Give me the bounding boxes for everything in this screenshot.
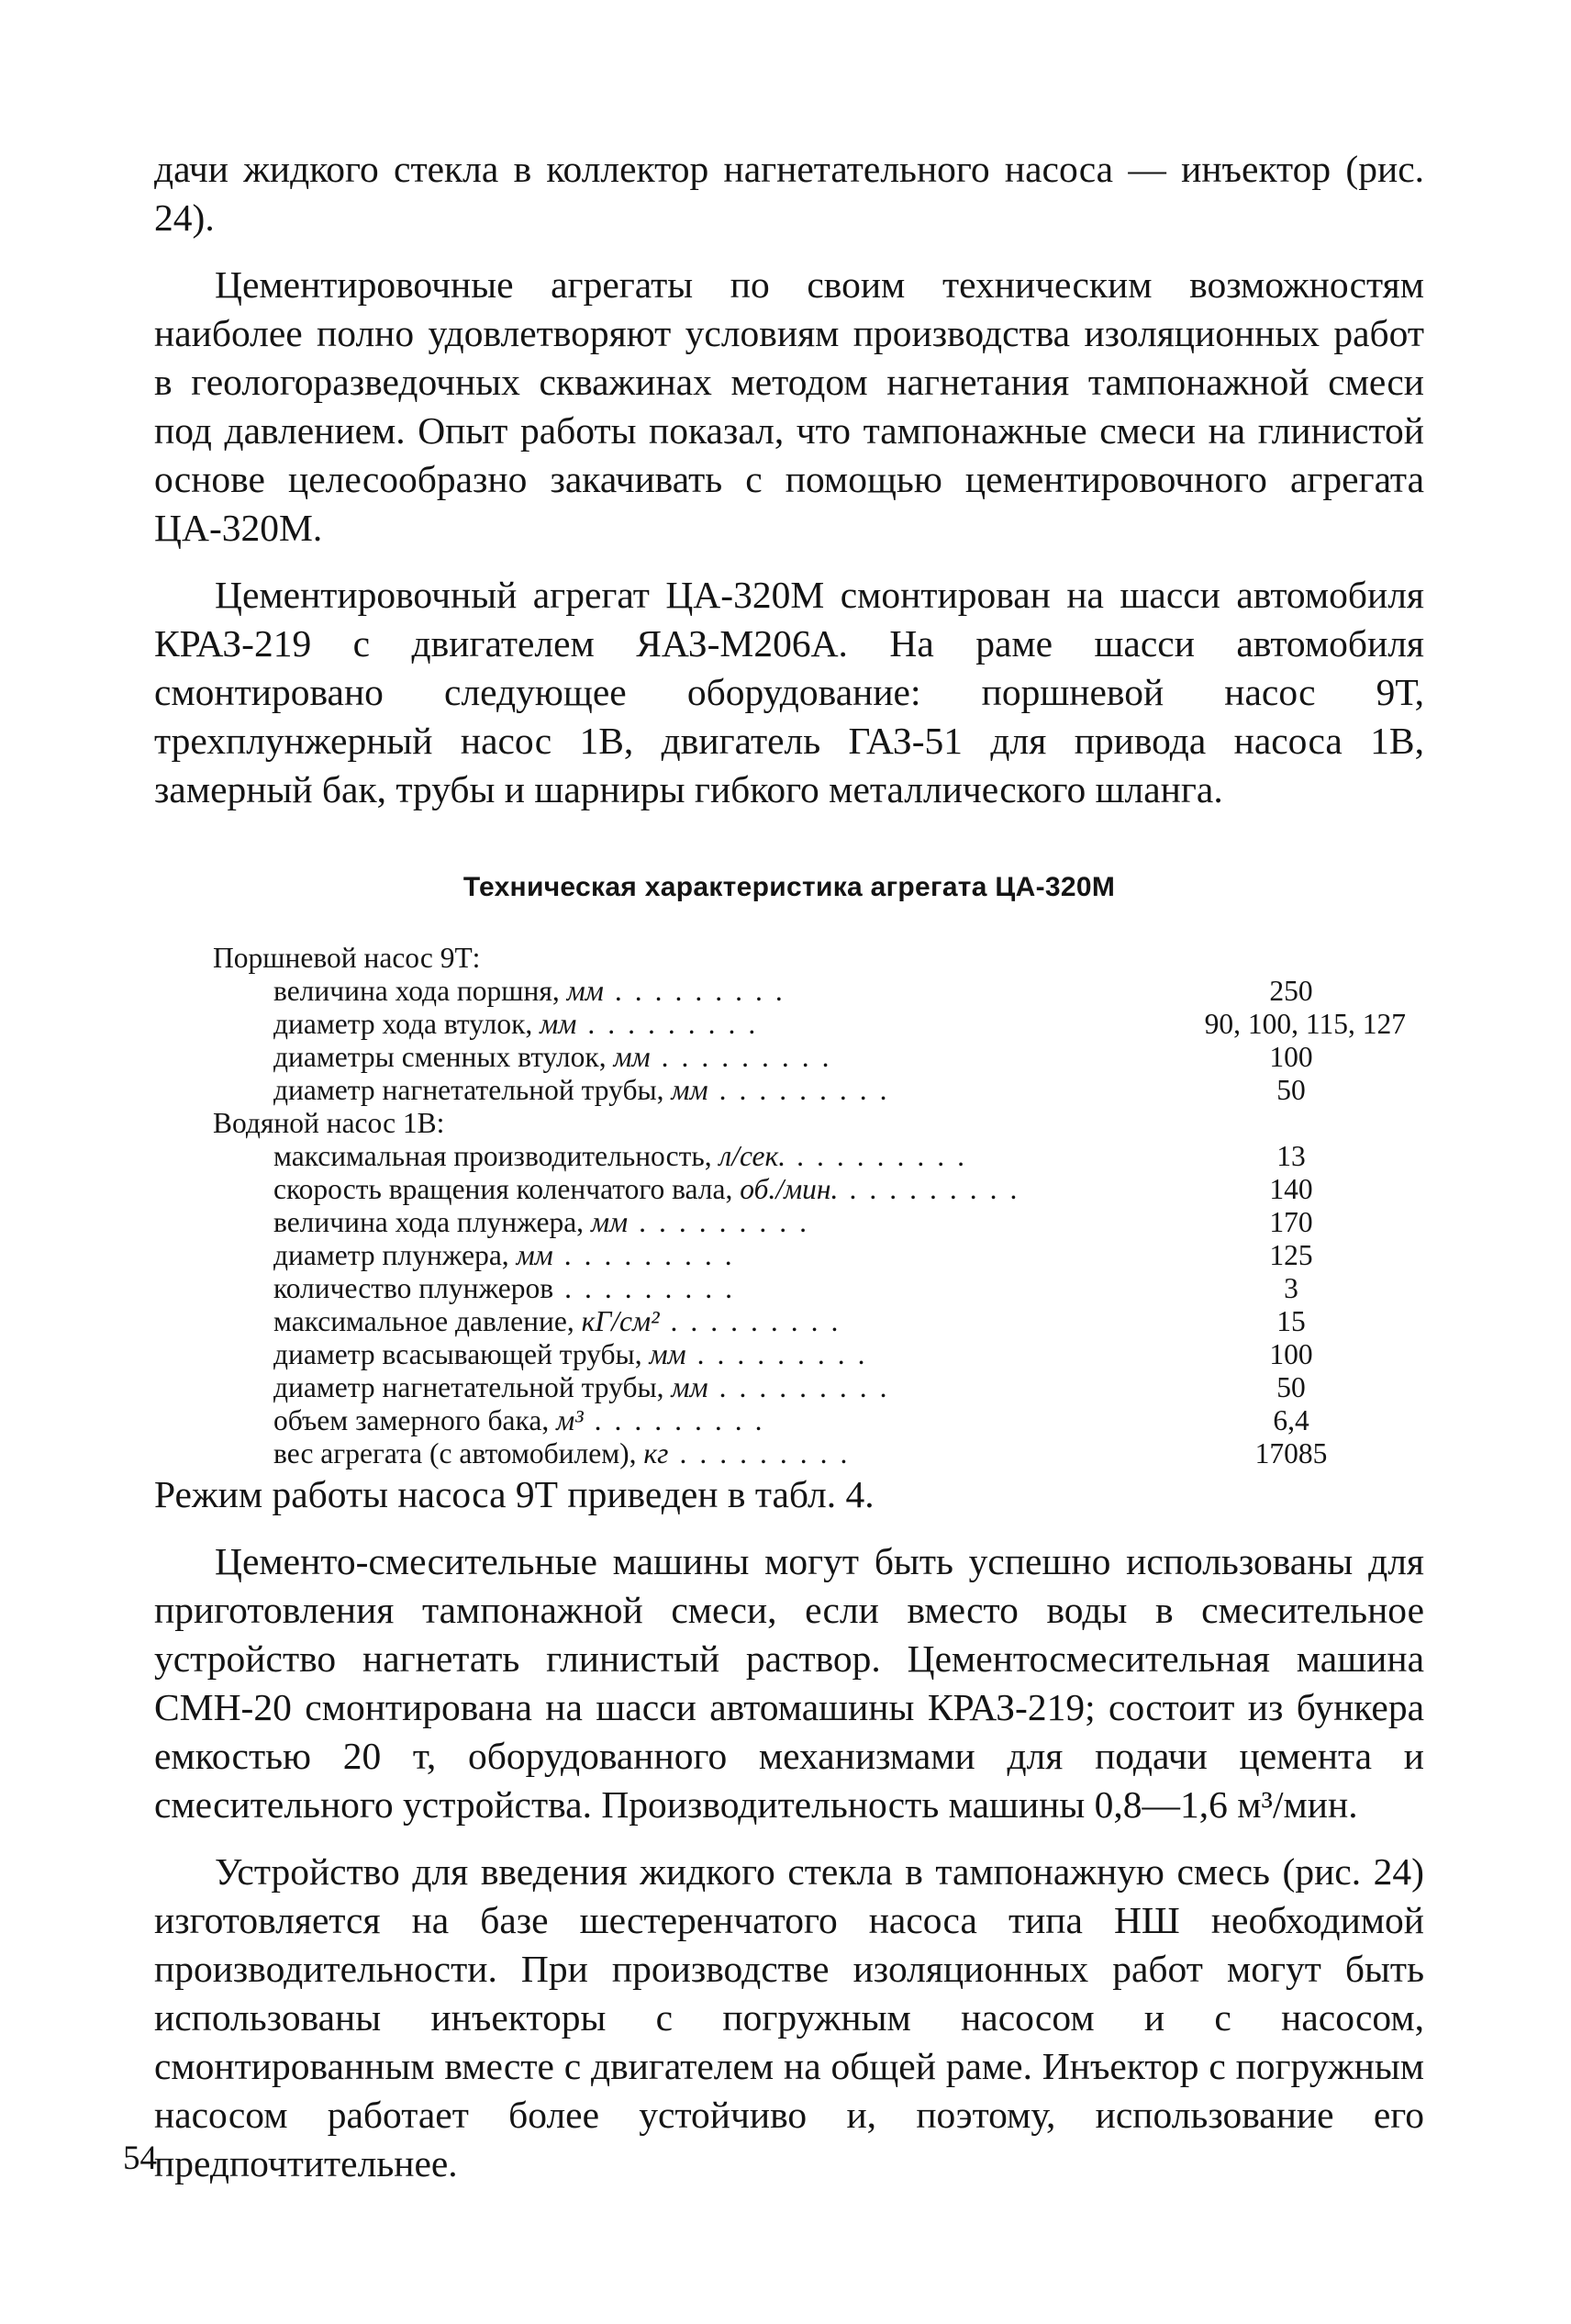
paragraph-mode: Режим работы насоса 9Т приведен в табл. 4. xyxy=(154,1473,875,1515)
spec-row-value: 125 xyxy=(1269,1239,1313,1271)
spec-row-label: диаметры сменных втулок, мм xyxy=(273,1041,651,1073)
spec-row-label: количество плунжеров xyxy=(273,1272,554,1304)
spec-row: диаметр плунжера, мм ......... 125 xyxy=(154,1239,1424,1272)
spec-row-label: максимальное давление, кГ/см² xyxy=(273,1305,660,1337)
spec-row-label: диаметр хода втулок, мм xyxy=(273,1008,577,1040)
spec-row-label: диаметр плунжера, мм xyxy=(273,1239,553,1271)
paragraph-ca320m: Цементировочный агрегат ЦА-320М смонтирован на шасси автомобиля КРАЗ-219 с двигателем ЯАЗ-М206А. На раме шасси автомобиля смонтировано следующее оборудование: поршневой насос 9Т, трехплунжерный насос 1В, двигатель ГАЗ-51 для привода насоса 1В, замерный бак, трубы и шарниры гибкого металлического шланга. xyxy=(154,574,1424,810)
spec-title: Техническая характеристика агрегата ЦА-320М xyxy=(462,872,1116,902)
spec-table xyxy=(154,942,1424,1470)
spec-row-label: величина хода плунжера, мм xyxy=(273,1206,629,1238)
spec-row: диаметр нагнетательной трубы, мм ......... 50 xyxy=(154,1371,1424,1404)
spec-row: максимальное давление, кГ/см² ......... 15 xyxy=(154,1305,1424,1338)
spec-row-value: 3 xyxy=(1284,1272,1298,1304)
spec-row-value: 90, 100, 115, 127 xyxy=(1204,1008,1406,1040)
page-body xyxy=(154,145,1424,2188)
spec-row: скорость вращения коленчатого вала, об./мин. ......... 140 xyxy=(154,1173,1424,1206)
spec-row-value: 6,4 xyxy=(1273,1404,1309,1436)
spec-row-value: 50 xyxy=(1276,1371,1306,1403)
spec-row-label: скорость вращения коленчатого вала, об./мин. xyxy=(273,1173,839,1205)
spec-row: величина хода плунжера, мм ......... 170 xyxy=(154,1206,1424,1239)
spec-row: диаметр хода втулок, мм ......... 90, 100, 115, 127 xyxy=(154,1008,1424,1041)
spec-row: максимальная производительность, л/сек. ......... 13 xyxy=(154,1140,1424,1173)
spec-row-value: 100 xyxy=(1269,1041,1313,1073)
paragraph-mixing-machines: Цементо-смесительные машины могут быть успешно использованы для приготовления тампонажной смеси, если вместо воды в смесительное устройство нагнетать глинистый раствор. Цементосмесительная машина СМН-20 смонтирована на шасси автомашины КРАЗ-219; состоит из бункера емкостью 20 т, оборудованного механизмами для подачи цемента и смесительного устройства. Производительность машины 0,8—1,6 м³/мин. xyxy=(154,1540,1424,1826)
spec-row: диаметр нагнетательной трубы, мм ......... 50 xyxy=(154,1074,1424,1107)
paragraph-continuation: дачи жидкого стекла в коллектор нагнетательного насоса — инъектор (рис. 24). xyxy=(154,148,1424,239)
spec-row-label: максимальная производительность, л/сек. xyxy=(273,1140,786,1172)
spec-row-label: диаметр всасывающей трубы, мм xyxy=(273,1338,686,1370)
paragraph-cementing-units: Цементировочные агрегаты по своим техническим возможностям наиболее полно удовлетворяют условиям производства изоляционных работ в геологоразведочных скважинах методом нагнетания тампонажной смеси под давлением. Опыт работы показал, что тампонажные смеси на глинистой основе целесообразно закачивать с помощью цементировочного агрегата ЦА-320М. xyxy=(154,263,1424,549)
spec-row-value: 140 xyxy=(1269,1173,1313,1205)
spec-row: количество плунжеров ......... 3 xyxy=(154,1272,1424,1305)
spec-row: объем замерного бака, м³ ......... 6,4 xyxy=(154,1404,1424,1437)
spec-row-label: вес агрегата (с автомобилем), кг xyxy=(273,1437,669,1469)
spec-row-value: 100 xyxy=(1269,1338,1313,1370)
spec-group2-rows xyxy=(154,1140,1424,1470)
spec-row-value: 13 xyxy=(1276,1140,1306,1172)
spec-row-label: объем замерного бака, м³ xyxy=(273,1404,584,1436)
spec-group-water-pump: Водяной насос 1В: xyxy=(213,1107,445,1139)
spec-row-label: диаметр нагнетательной трубы, мм xyxy=(273,1371,708,1403)
spec-row-value: 17085 xyxy=(1254,1437,1328,1469)
spec-row-value: 15 xyxy=(1276,1305,1306,1337)
spec-group1-rows xyxy=(154,975,1424,1107)
spec-row-value: 170 xyxy=(1269,1206,1313,1238)
spec-row: вес агрегата (с автомобилем), кг ......... 17085 xyxy=(154,1437,1424,1470)
spec-row-label: величина хода поршня, мм xyxy=(273,975,604,1007)
page-number: 54 xyxy=(123,2140,157,2177)
spec-row: диаметр всасывающей трубы, мм ......... 100 xyxy=(154,1338,1424,1371)
spec-row: величина хода поршня, мм ......... 250 xyxy=(154,975,1424,1008)
spec-row-value: 50 xyxy=(1276,1074,1306,1106)
spec-row-value: 250 xyxy=(1269,975,1313,1007)
spec-row: диаметры сменных втулок, мм ......... 100 xyxy=(154,1041,1424,1074)
paragraph-injector: Устройство для введения жидкого стекла в тампонажную смесь (рис. 24) изготовляется на базе шестеренчатого насоса типа НШ необходимой производительности. При производстве изоляционных работ могут быть использованы инъекторы с погружным насосом и с насосом, смонтированным вместе с двигателем на общей раме. Инъектор с погружным насосом работает более устойчиво и, поэтому, использование его предпочтительнее. xyxy=(154,1850,1424,2184)
spec-row-label: диаметр нагнетательной трубы, мм xyxy=(273,1074,708,1106)
spec-group-piston-pump: Поршневой насос 9Т: xyxy=(213,942,481,974)
